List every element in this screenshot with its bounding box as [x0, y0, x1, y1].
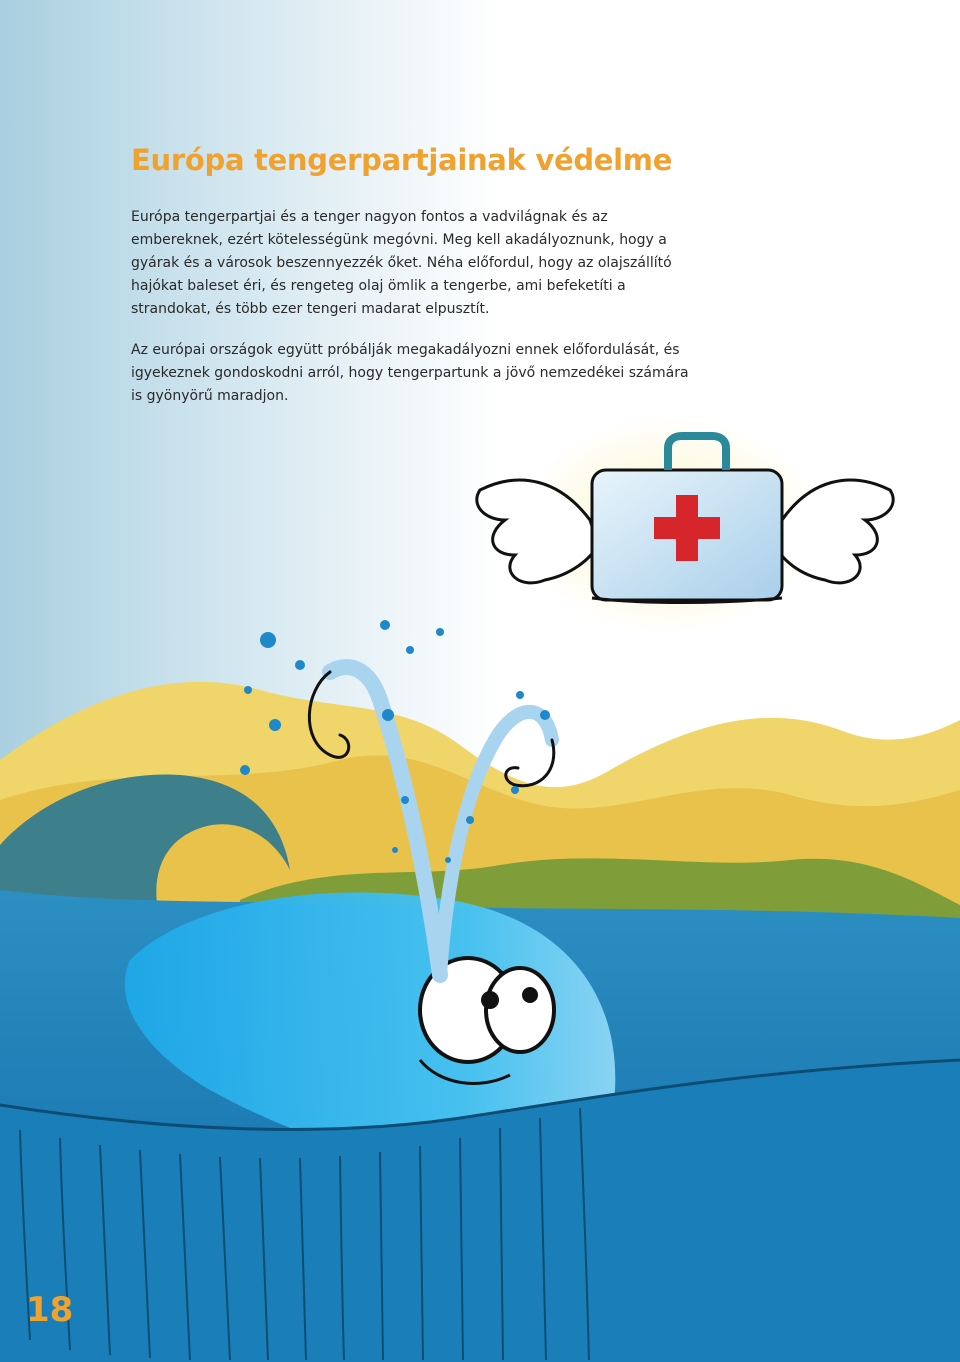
- intro-paragraph: Európa tengerpartjai és a tenger nagyon fontos a vadvilágnak és az embereknek, ezért kötelességünk megóvni. Meg kell akadályoznunk, hogy a gyárak és a városok beszennyezzék őket. Néha előfordul, hogy az olajszállító hajókat baleset éri, és rengeteg olaj ömlik a tengerbe, ami befeketíti a strandokat, és több ezer tengeri madarat elpusztít.: [131, 209, 672, 317]
- flying-first-aid-kit-icon: [477, 415, 893, 635]
- page-number: 18: [26, 1290, 74, 1330]
- second-paragraph: Az európai országok együtt próbálják megakadályozni ennek előfordulását, és igyekeznek gondoskodni arról, hogy tengerpartunk a jövő nemzedékei számára is gyönyörű maradjon.: [131, 342, 689, 404]
- text-content: [131, 140, 811, 426]
- page-title: Európa tengerpartjainak védelme: [131, 143, 673, 177]
